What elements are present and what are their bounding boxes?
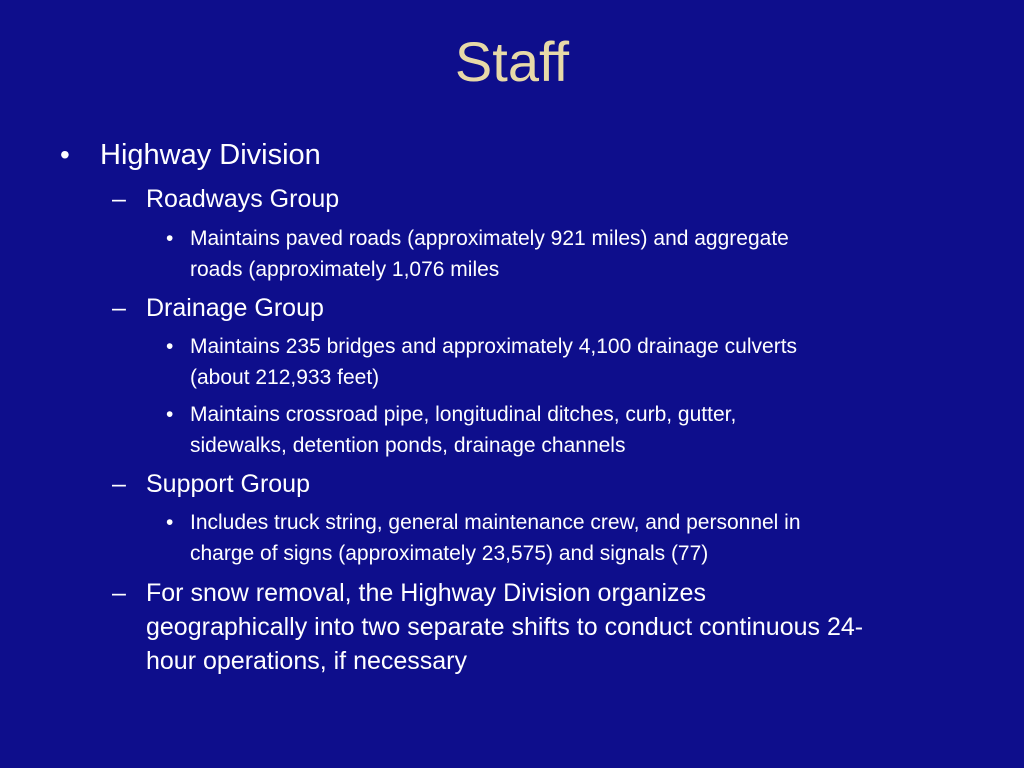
dash-icon: – xyxy=(112,185,126,213)
dash-icon: – xyxy=(112,579,126,607)
slide-title: Staff xyxy=(454,30,570,93)
dash-icon: – xyxy=(112,470,126,498)
bullet-icon: • xyxy=(166,511,174,534)
dash-icon: – xyxy=(112,294,126,322)
bullet-text: Highway Division xyxy=(100,139,321,171)
bullet-text: Support Group xyxy=(146,470,310,498)
bullet-icon: • xyxy=(166,335,174,358)
bullet-icon: • xyxy=(166,227,174,250)
bullet-text: Maintains paved roads (approximately 921 miles) and aggregate roads (approximately 1,076 miles xyxy=(190,227,789,281)
bullet-text: Maintains crossroad pipe, longitudinal ditches, curb, gutter, sidewalks, detention ponds, drainage channels xyxy=(190,403,737,457)
bullet-icon: • xyxy=(166,403,174,426)
bullet-icon: • xyxy=(60,139,70,170)
bullet-text: Includes truck string, general maintenance crew, and personnel in charge of signs (approximately 23,575) and signals (77) xyxy=(190,511,801,565)
bullet-text: Roadways Group xyxy=(146,185,340,213)
bullet-text: Drainage Group xyxy=(146,294,324,322)
bullet-text: For snow removal, the Highway Division organizes geographically into two separate shifts to conduct continuous 24- hour operations, if necessary xyxy=(146,579,864,675)
bullet-text: Maintains 235 bridges and approximately 4,100 drainage culverts (about 212,933 feet) xyxy=(190,335,798,389)
